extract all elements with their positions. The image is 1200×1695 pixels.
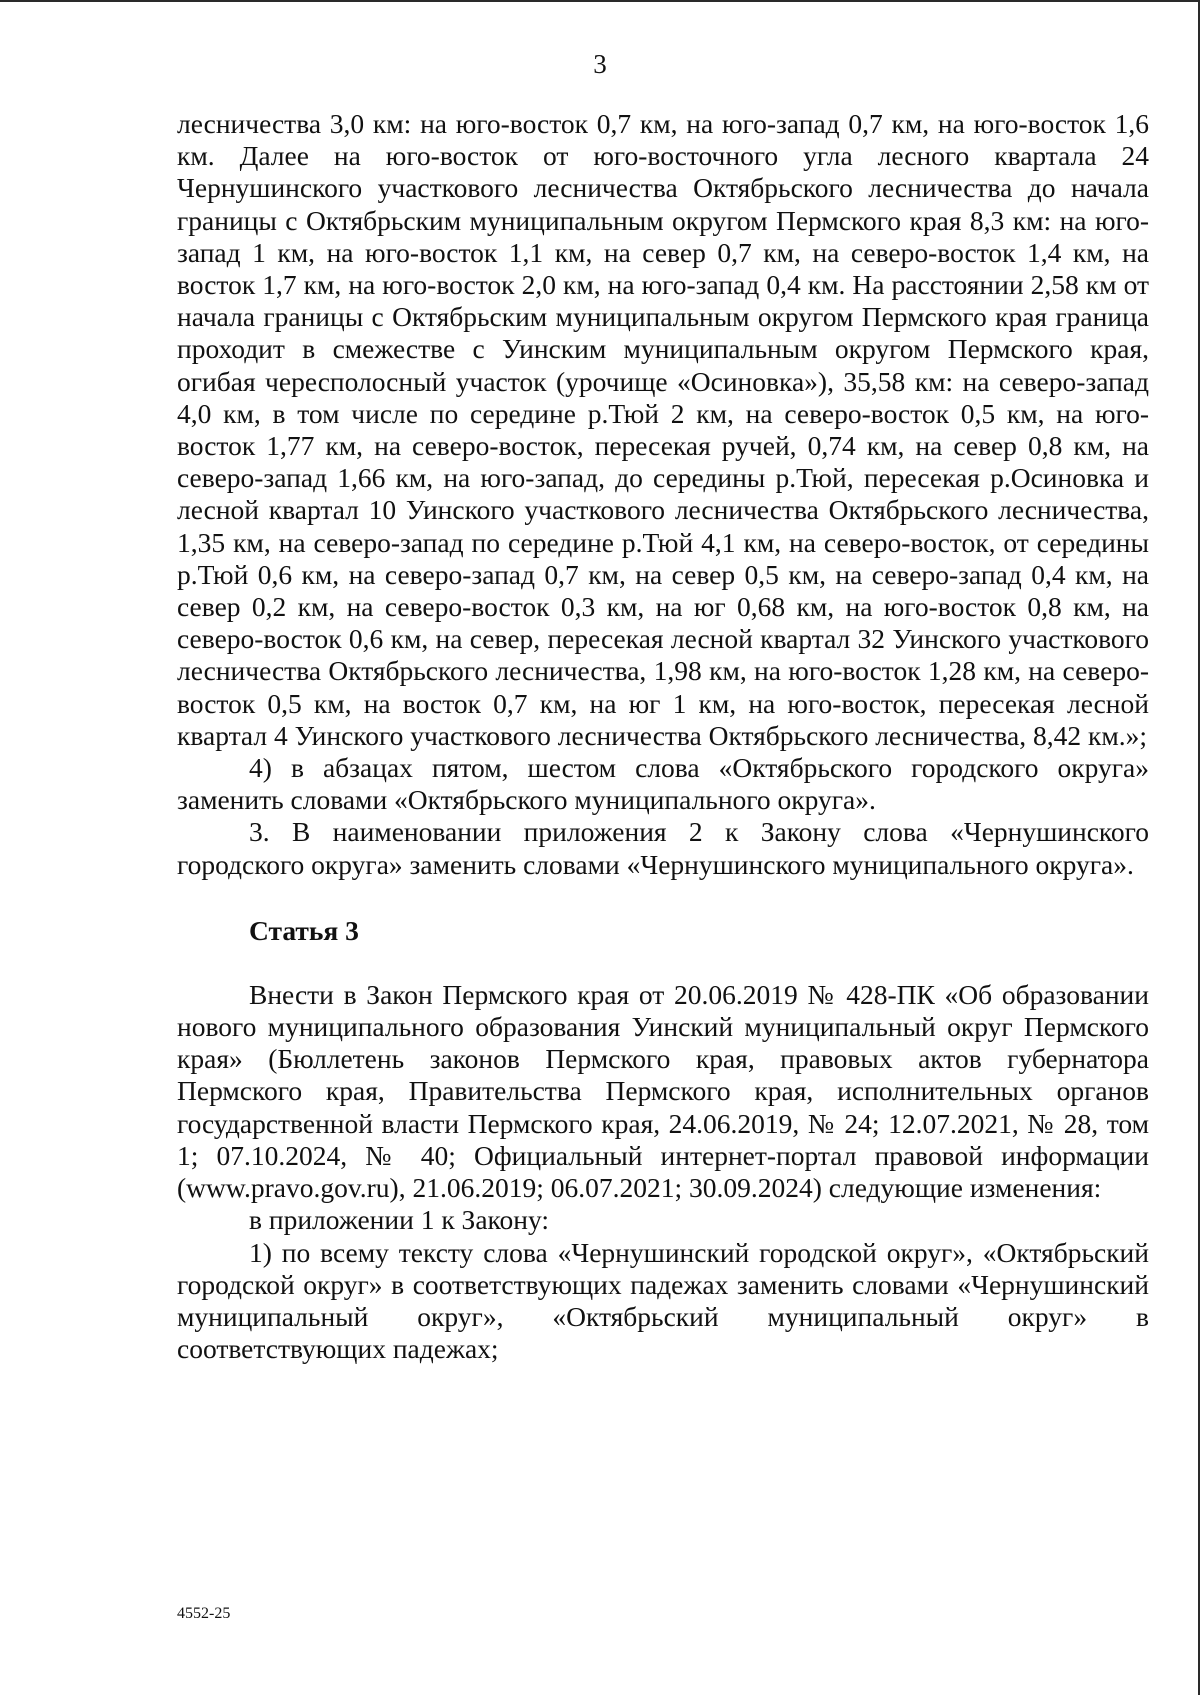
article-heading: Статья 3 [249, 914, 359, 946]
paragraph-amendment-intro: Внести в Закон Пермского края от 20.06.2019 № 428-ПК «Об образовании нового муниципального образования Уинский муниципальный округ Пермского края» (Бюллетень законов Пермского края, правовых актов губернатора Пермского края, Правительства Пермского края, исполнительных органов государственной власти Пермского края, 24.06.2019, № 24; 12.07.2021, № 28, том 1; 07.10.2024, № 40; Официальный интернет-портал правовой информации (www.pravo.gov.ru), 21.06.2019; 06.07.2021; 30.09.2024) следующие изменения: [177, 978, 1149, 1204]
paragraph-boundary-description: лесничества 3,0 км: на юго-восток 0,7 км, на юго-запад 0,7 км, на юго-восток 1,6 км. Далее на юго-восток от юго-восточного угла лесного квартала 24 Чернушинского участкового лесничества Октябрьского лесничества до начала границы с Октябрьским муниципальным округом Пермского края 8,3 км: на юго-запад 1 км, на юго-восток 1,1 км, на север 0,7 км, на северо-восток 1,4 км, на восток 1,7 км, на юго-восток 2,0 км, на юго-запад 0,4 км. На расстоянии 2,58 км от начала границы с Октябрьским муниципальным округом Пермского края граница проходит в смежестве с Уинским муниципальным округом Пермского края, огибая чересполосный участок (урочище «Осиновка»), 35,58 км: на северо-запад 4,0 км, в том числе по середине р.Тюй 2 км, на северо-восток 0,5 км, на юго-восток 1,77 км, на северо-восток, пересекая ручей, 0,74 км, на север 0,8 км, на северо-запад 1,66 км, на юго-запад, до середины р.Тюй, пересекая р.Осиновка и лесной квартал 10 Уинского участкового лесничества Октябрьского лесничества, 1,35 км, на северо-запад по середине р.Тюй 4,1 км, на северо-восток, от середины р.Тюй 0,6 км, на северо-запад 0,7 км, на север 0,5 км, на северо-запад 0,4 км, на север 0,2 км, на северо-восток 0,3 км, на юг 0,68 км, на юго-восток 0,8 км, на северо-восток 0,6 км, на север, пересекая лесной квартал 32 Уинского участкового лесничества Октябрьского лесничества, 1,98 км, на юго-восток 1,28 км, на северо-восток 0,5 км, на восток 0,7 км, на юг 1 км, на юго-восток, пересекая лесной квартал 4 Уинского участкового лесничества Октябрьского лесничества, 8,42 км.»; [177, 108, 1149, 751]
paragraph-item-1: 1) по всему тексту слова «Чернушинский городской округ», «Октябрьский городской округ» в соответствующих падежах заменить словами «Чернушинский муниципальный округ», «Октябрьский муниципальный округ» в соответствующих падежах; [177, 1236, 1149, 1365]
document-code: 4552-25 [177, 1605, 231, 1622]
paragraph-item-3: 3. В наименовании приложения 2 к Закону слова «Чернушинского городского округа» заменить словами «Чернушинского муниципального округа». [177, 816, 1149, 880]
page-number: 3 [593, 49, 607, 79]
document-body [177, 108, 1149, 1365]
paragraph-item-4: 4) в абзацах пятом, шестом слова «Октябрьского городского округа» заменить словами «Октябрьского муниципального округа». [177, 752, 1149, 816]
paragraph-appendix-ref: в приложении 1 к Закону: [249, 1204, 550, 1236]
spacer [177, 881, 1149, 883]
